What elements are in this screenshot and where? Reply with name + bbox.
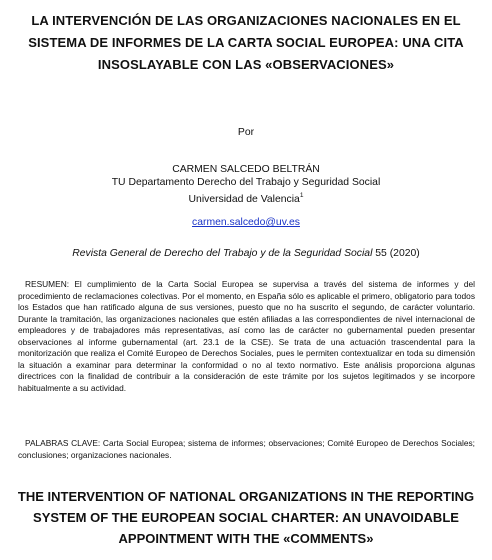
keywords: PALABRAS CLAVE: Carta Social Europea; sistema de informes; observaciones; Comité Europeo de Derechos Sociales; conclusiones; organizaciones nacionales. <box>18 438 475 460</box>
author-block <box>0 163 492 206</box>
author-department: TU Departamento Derecho del Trabajo y Seguridad Social <box>111 177 381 188</box>
footnote-mark: 1 <box>299 192 304 199</box>
author-affiliation <box>0 189 492 206</box>
author-name: CARMEN SALCEDO BELTRÁN <box>172 164 320 175</box>
spanish-title: LA INTERVENCIÓN DE LAS ORGANIZACIONES NACIONALES EN EL SISTEMA DE INFORMES DE LA CARTA SOCIAL EUROPEA: UNA CITA INSOSLAYABLE CON LAS «OBSERVACIONES» <box>28 13 464 72</box>
journal-name: Revista General de Derecho del Trabajo y de la Seguridad Social <box>72 248 373 259</box>
author-email-link[interactable]: carmen.salcedo@uv.es <box>192 217 300 228</box>
english-title: THE INTERVENTION OF NATIONAL ORGANIZATIONS IN THE REPORTING SYSTEM OF THE EUROPEAN SOCIAL CHARTER: AN UNAVOIDABLE APPOINTMENT WITH THE «COMMENTS» <box>17 489 475 546</box>
author-university: Universidad de Valencia <box>188 194 300 205</box>
abstract: RESUMEN: El cumplimiento de la Carta Social Europea se supervisa a través del sistema de informes y del procedimiento de reclamaciones colectivas. Por el momento, en España sólo es aplicable el primero, obligatorio para todos los Estados que han ratificado alguna de sus versiones, puesto que no ha suscrito el segundo, de carácter voluntario. Durante la tramitación, las organizaciones nacionales que estén afiliadas a las correspondientes de nivel internacional de empleadores y de trabajadores más representativas, así como las de carácter no gubernamental pueden presentar observaciones al informe gubernamental (art. 23.1 de la CSE). Se trata de una actuación trascendental para la monitorización que realiza el Comité Europeo de Derechos Sociales, pues le permiten contextualizar en toda su dimensión la situación a examinar para determinar la conformidad o no al texto normativo. Este análisis proporciona algunas directrices con la finalidad de contribuir a la consideración de este trámite por los sujetos legitimados y se incorpore habitualmente a su actividad. <box>18 279 475 393</box>
journal-issue: 55 (2020) <box>375 248 420 259</box>
author-email-line <box>0 217 492 228</box>
by-label: Por <box>237 127 255 138</box>
journal-citation <box>0 248 492 259</box>
